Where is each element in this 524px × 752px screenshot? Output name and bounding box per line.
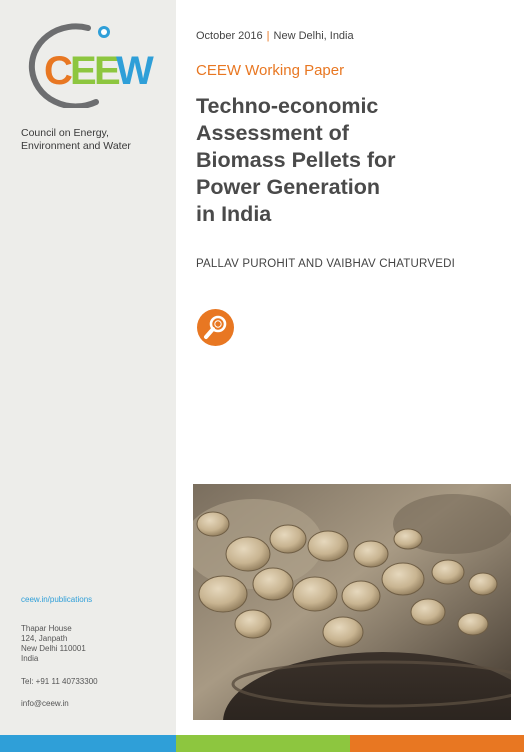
ceew-logo — [18, 18, 158, 108]
footer-color-bar — [0, 735, 524, 752]
publication-location: New Delhi, India — [273, 30, 354, 42]
address-block — [21, 624, 86, 664]
publications-link[interactable]: ceew.in/publications — [21, 595, 93, 604]
sidebar — [0, 0, 176, 735]
footer-bar-orange — [350, 735, 524, 752]
separator: | — [266, 30, 270, 42]
svg-text:E: E — [94, 49, 121, 93]
org-name-line-1: Council on Energy, — [21, 127, 109, 139]
footer-bar-blue — [0, 735, 176, 752]
title-line: Biomass Pellets for — [196, 148, 396, 172]
address-line: India — [21, 654, 39, 663]
authors: PALLAV PUROHIT AND VAIBHAV CHATURVEDI — [196, 258, 455, 270]
publication-date: October 2016 — [196, 30, 263, 42]
biomass-pellets-photo — [193, 484, 511, 720]
address-line: 124, Janpath — [21, 634, 68, 643]
org-name-line-2: Environment and Water — [21, 140, 131, 152]
svg-text:W: W — [116, 49, 154, 93]
title-line: Techno-economic — [196, 94, 379, 118]
title-line: Power Generation — [196, 175, 380, 199]
address-line: New Delhi 110001 — [21, 644, 86, 653]
report-title — [196, 93, 516, 228]
title-line: in India — [196, 202, 272, 226]
svg-text:C: C — [44, 49, 73, 93]
footer-bar-green — [176, 735, 350, 752]
org-name — [21, 127, 171, 153]
dateline — [196, 30, 354, 42]
address-line: Thapar House — [21, 624, 72, 633]
title-line: Assessment of — [196, 121, 349, 145]
svg-text:E: E — [70, 49, 97, 93]
telephone: Tel: +91 11 40733300 — [21, 677, 98, 686]
email-link[interactable]: info@ceew.in — [21, 699, 69, 708]
series-label: CEEW Working Paper — [196, 62, 345, 79]
magnifier-icon — [197, 309, 234, 346]
